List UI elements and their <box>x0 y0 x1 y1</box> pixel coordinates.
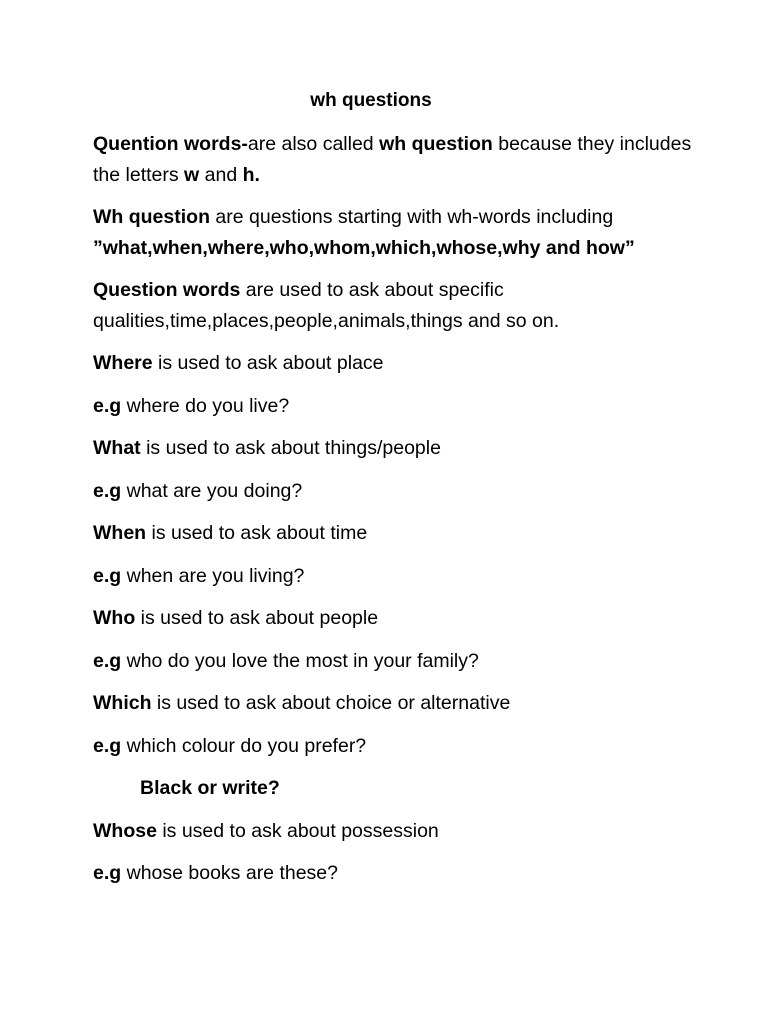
text: where do you live? <box>121 394 290 417</box>
paragraph-question-words-usage <box>93 275 693 336</box>
line-who <box>93 603 693 634</box>
bold-text: e.g <box>93 564 122 587</box>
text: because they includes the letters <box>93 133 692 186</box>
bold-text: ”what,when,where,who,whom,which,whose,why and how” <box>93 236 635 259</box>
bold-text: Quention words- <box>93 133 248 155</box>
bold-text: e.g <box>93 479 122 502</box>
text: is used to ask about place <box>152 352 384 374</box>
bold-text: Black or write? <box>140 777 280 799</box>
text: what are you doing? <box>121 479 303 502</box>
line-whose <box>93 816 693 847</box>
text: who do you love the most in your family? <box>121 649 479 672</box>
text: when are you living? <box>121 564 305 587</box>
paragraph-question-words-intro <box>93 129 693 190</box>
line-where <box>93 348 693 379</box>
line-what <box>93 433 693 464</box>
text: is used to ask about things/people <box>140 437 441 459</box>
line-when <box>93 518 693 549</box>
bold-text: e.g <box>93 862 122 884</box>
text: is used to ask about possession <box>156 819 439 842</box>
line-which <box>93 688 693 719</box>
line-which-example <box>93 731 693 762</box>
line-which-example-answer <box>93 773 693 804</box>
bold-text: h. <box>242 163 260 186</box>
bold-text: Who <box>93 607 136 629</box>
bold-text: Question words <box>93 279 241 301</box>
document-body <box>93 86 693 901</box>
bold-text: e.g <box>93 394 122 417</box>
text: is used to ask about people <box>135 607 379 629</box>
bold-text: What <box>93 437 141 459</box>
bold-text: e.g <box>93 734 122 757</box>
bold-text: Whose <box>93 819 157 842</box>
line-what-example <box>93 476 693 507</box>
bold-text: e.g <box>93 649 122 672</box>
text: are used to ask about specific qualities,time,places,people,animals,things and so on. <box>93 279 560 332</box>
text: whose books are these? <box>121 862 338 884</box>
bold-text: wh question <box>379 133 493 155</box>
document-title: wh questions <box>310 90 432 111</box>
text: and <box>199 163 243 186</box>
bold-text: Wh question <box>93 206 210 228</box>
text: are also called <box>247 133 380 155</box>
bold-text: Which <box>93 692 152 714</box>
text: is used to ask about time <box>146 522 368 544</box>
bold-text: w <box>184 163 200 186</box>
line-whose-example <box>93 858 693 889</box>
text: are questions starting with wh-words including <box>209 206 614 228</box>
text: which colour do you prefer? <box>121 734 367 757</box>
paragraph-wh-question-definition <box>93 202 693 263</box>
bold-text: When <box>93 522 147 544</box>
line-who-example <box>93 646 693 677</box>
line-when-example <box>93 561 693 592</box>
text: is used to ask about choice or alternative <box>151 692 511 714</box>
bold-text: Where <box>93 352 153 374</box>
line-where-example <box>93 391 693 422</box>
